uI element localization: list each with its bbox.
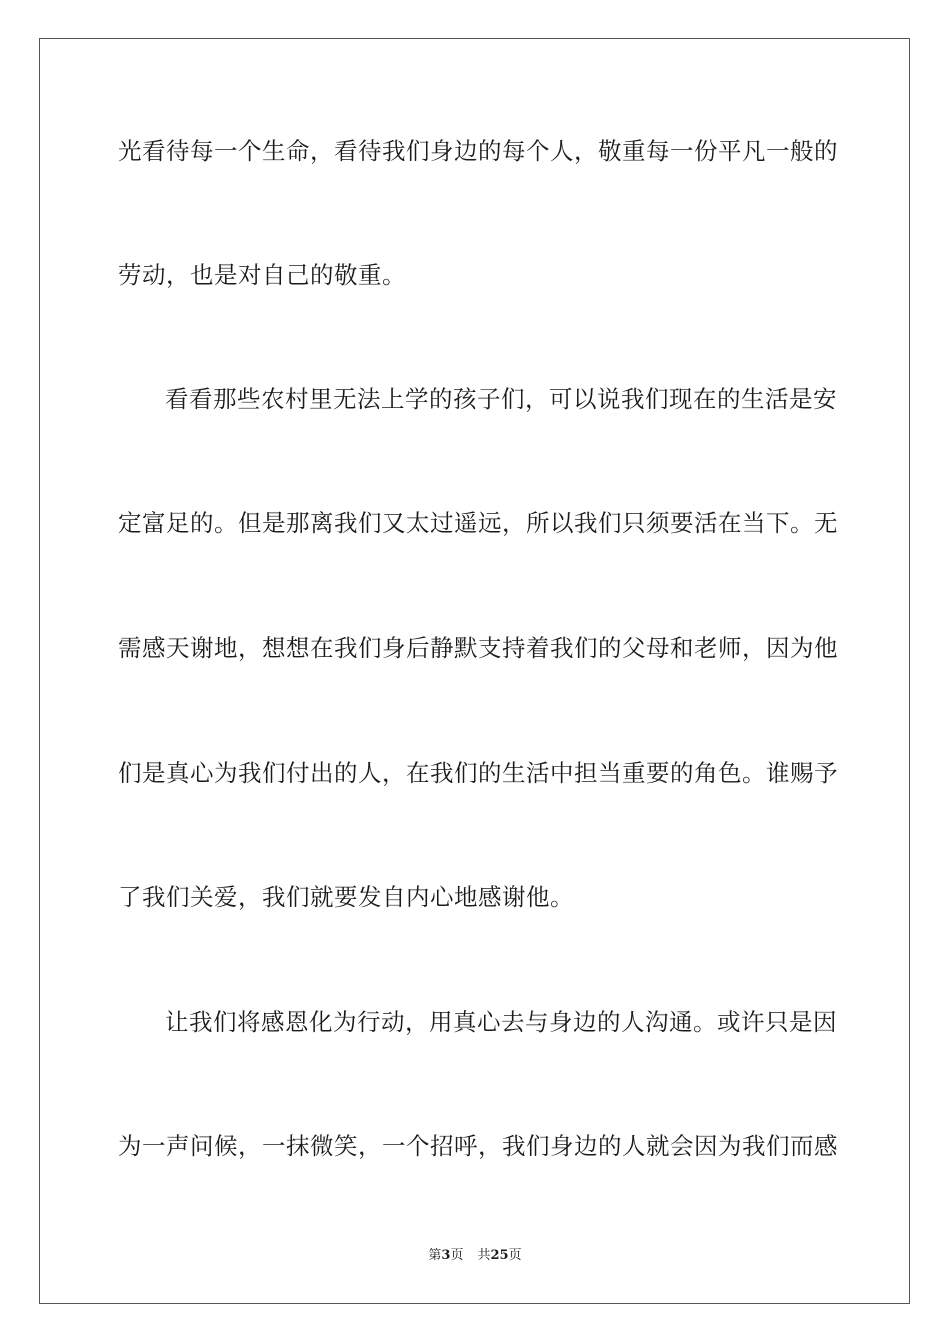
body-line: 光看待每一个生命，看待我们身边的每个人，敬重每一份平凡一般的	[118, 137, 838, 165]
body-line: 需感天谢地，想想在我们身后静默支持着我们的父母和老师，因为他	[118, 634, 838, 662]
page-footer	[0, 1247, 950, 1265]
body-line: 定富足的。但是那离我们又太过遥远，所以我们只须要活在当下。无	[118, 509, 838, 537]
body-line: 为一声问候，一抹微笑，一个招呼，我们身边的人就会因为我们而感	[118, 1132, 838, 1160]
body-line: 看看那些农村里无法上学的孩子们，可以说我们现在的生活是安	[165, 385, 837, 413]
page-frame	[39, 38, 910, 1304]
page-prefix: 第	[428, 1248, 442, 1263]
total-prefix: 共	[477, 1248, 491, 1263]
body-line: 让我们将感恩化为行动，用真心去与身边的人沟通。或许只是因	[165, 1008, 837, 1036]
page-number: 3	[441, 1248, 451, 1263]
body-line: 劳动，也是对自己的敬重。	[118, 261, 406, 289]
total-pages: 25	[490, 1248, 509, 1263]
body-line: 们是真心为我们付出的人，在我们的生活中担当重要的角色。谁赐予	[118, 759, 838, 787]
body-line: 了我们关爱，我们就要发自内心地感谢他。	[118, 883, 574, 911]
page-suffix: 页	[450, 1248, 464, 1263]
total-suffix: 页	[508, 1248, 522, 1263]
